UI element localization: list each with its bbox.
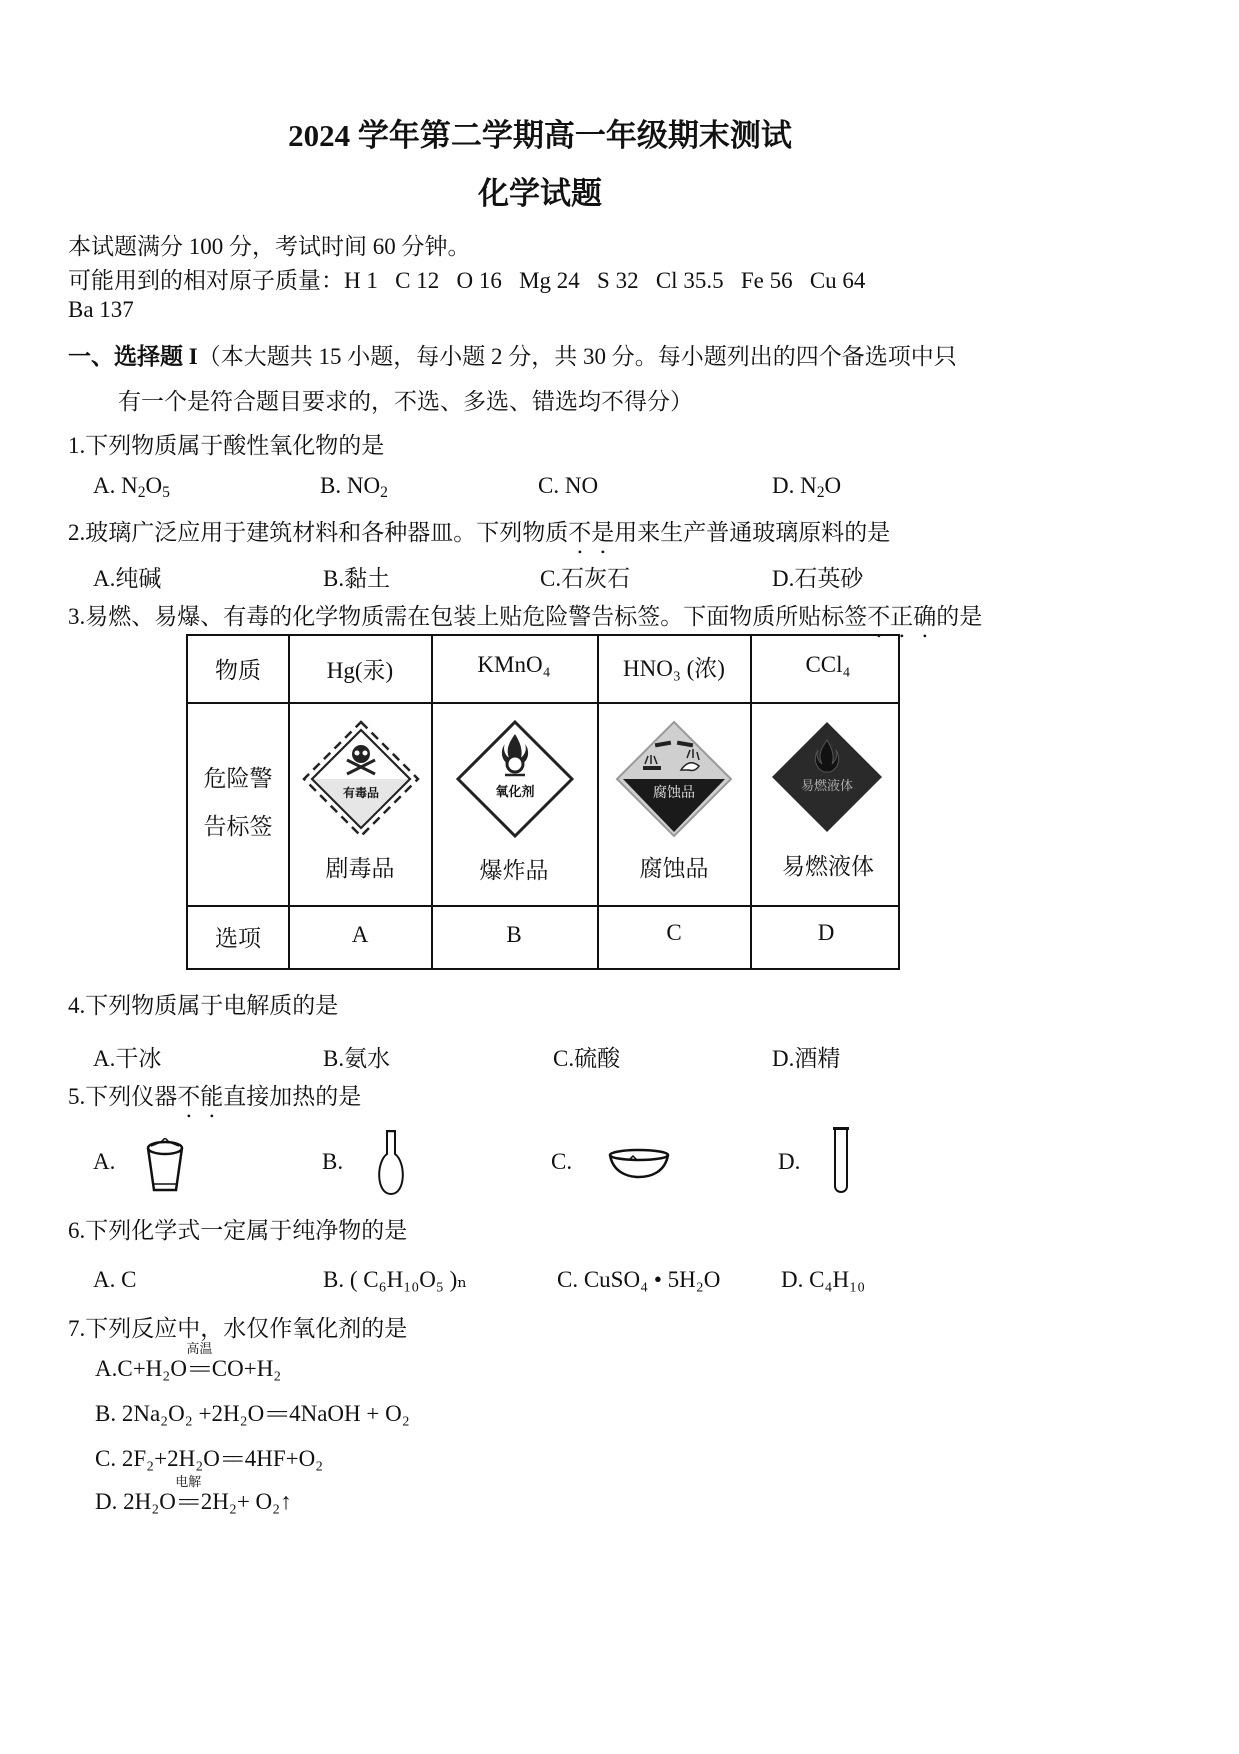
question-1-option-a[interactable]: A. $N_2O_5$ (93, 473, 170, 501)
question-6-stem: 6.下列化学式一定属于纯净物的是 (68, 1218, 408, 1243)
question-6-option-a[interactable]: A. C (93, 1267, 137, 1292)
atomic-mass: C 12 (395, 268, 440, 293)
substance-cell: Hg(汞) (326, 658, 394, 683)
question-3-option-a[interactable]: A (351, 922, 369, 947)
exam-info: 本试题满分 100 分，考试时间 60 分钟。 (68, 234, 471, 259)
reactants: 2F₂+2H₂O (121, 1446, 220, 1471)
test-tube-icon (830, 1126, 852, 1196)
question-3-option-c[interactable]: C (666, 920, 682, 945)
corrosive-icon (615, 720, 733, 838)
question-2-option-a[interactable]: A.纯碱 (93, 566, 162, 591)
row-header-label: 告标签 (203, 814, 273, 839)
option-label: A. (95, 1356, 118, 1381)
section-description: （本大题共 15 小题，每小题 2 分，共 30 分。每小题列出的四个备选项中只 (197, 344, 957, 369)
svg-text:氧化剂: 氧化剂 (495, 785, 535, 800)
question-2-stem (68, 514, 890, 559)
reaction-condition: 电解 (175, 1475, 202, 1490)
atomic-mass: H 1 (344, 268, 378, 293)
products: 4HF+O₂ (244, 1446, 324, 1471)
reactants: C+H₂O (117, 1356, 187, 1381)
emphasized-text: 不是 (568, 520, 615, 545)
question-3-option-d[interactable]: D (817, 920, 835, 945)
question-1-stem: 1.下列物质属于酸性氧化物的是 (68, 433, 385, 458)
atomic-mass-label: 可能用到的相对原子质量： (68, 268, 344, 293)
atomic-mass: S 32 (597, 268, 639, 293)
stem-text: 3.易燃、易爆、有毒的化学物质需在包装上贴危险警告标签。下面物质所贴标签 (68, 604, 868, 629)
stem-text: 2.玻璃广泛应用于建筑材料和各种器皿。下列物质 (68, 520, 569, 545)
table-divider (597, 636, 599, 968)
stem-text: 5.下列仪器 (68, 1084, 178, 1109)
option-label: B. (322, 1149, 344, 1174)
sign-caption: 易燃液体 (782, 854, 874, 879)
table-divider (288, 636, 290, 968)
stem-text: 用来生产普通玻璃原料的是 (614, 520, 891, 545)
table-divider (188, 905, 898, 907)
atomic-mass: Mg 24 (519, 268, 580, 293)
atomic-mass: Cu 64 (809, 268, 866, 293)
question-4-option-c[interactable]: C.硫酸 (553, 1046, 621, 1071)
question-1-option-d[interactable]: D. $N_2O$ (772, 473, 842, 501)
svg-text:有毒品: 有毒品 (342, 786, 380, 800)
hazard-label-table (186, 634, 900, 970)
question-2-option-b[interactable]: B.黏土 (323, 566, 391, 591)
question-2-option-d[interactable]: D.石英砂 (772, 566, 864, 591)
exam-subtitle: 化学试题 (478, 176, 602, 211)
table-divider (431, 636, 433, 968)
substance-cell: HNO₃ (浓) (623, 656, 725, 681)
option-label: C. (551, 1149, 573, 1174)
substance-cell: KMnO₄ (477, 652, 551, 677)
svg-text:易燃液体: 易燃液体 (800, 779, 854, 794)
table-divider (188, 702, 898, 704)
row-header-choice: 选项 (215, 926, 261, 951)
question-4-option-a[interactable]: A.干冰 (93, 1046, 162, 1071)
question-7-stem: 7.下列反应中，水仅作氧化剂的是 (68, 1316, 408, 1341)
equals-sign: 高温 == (187, 1356, 212, 1382)
section-heading (68, 338, 957, 371)
emphasized-text: 不正确 (867, 604, 937, 629)
sign-caption: 爆炸品 (479, 858, 549, 883)
question-1-option-b[interactable]: B. $NO_2$ (320, 473, 388, 501)
atomic-mass: O 16 (456, 268, 502, 293)
question-4-option-d[interactable]: D.酒精 (772, 1046, 841, 1071)
question-6-option-b[interactable]: B. ( C₆H₁₀O₅ )ₙ (323, 1267, 468, 1292)
equals-sign: == (221, 1446, 241, 1471)
sign-caption: 腐蚀品 (639, 856, 709, 881)
substance-cell: CCl₄ (805, 652, 851, 677)
atomic-mass: Fe 56 (740, 268, 793, 293)
products: 2H₂+ O₂↑ (200, 1489, 292, 1514)
question-7-option-c[interactable] (95, 1446, 323, 1472)
table-divider (750, 636, 752, 968)
equals-sign: == (266, 1401, 286, 1426)
question-2-option-c[interactable]: C.石灰石 (540, 566, 631, 591)
evaporating-dish-icon (607, 1148, 671, 1180)
products: CO+H₂ (211, 1356, 282, 1381)
question-7-option-d[interactable] (95, 1475, 292, 1515)
flame-icon (768, 718, 886, 836)
round-bottom-flask-icon (372, 1130, 412, 1196)
reactants: 2H₂O (123, 1489, 176, 1514)
option-label: C. (95, 1446, 122, 1471)
option-label: D. (778, 1149, 801, 1174)
question-7-option-b[interactable] (95, 1401, 410, 1427)
atomic-mass: Cl 35.5 (655, 268, 724, 293)
question-3-option-b[interactable]: B (506, 922, 522, 947)
exam-title: 2024 学年第二学期高一年级期末测试 (288, 118, 792, 153)
skull-crossbones-icon (302, 720, 420, 838)
row-header-substance: 物质 (215, 658, 261, 683)
reactants: 2Na₂O₂ +2H₂O (121, 1401, 265, 1426)
equals-sign: 电解 == (176, 1489, 201, 1515)
option-label: A. (93, 1149, 116, 1174)
atomic-mass-line (68, 262, 865, 295)
section-description-cont: 有一个是符合题目要求的，不选、多选、错选均不得分） (118, 389, 693, 414)
products: 4NaOH + O₂ (289, 1401, 410, 1426)
question-5-stem (68, 1078, 361, 1123)
flame-over-circle-icon (456, 720, 574, 838)
section-title: 一、选择题 I (68, 344, 198, 369)
beaker-icon (141, 1138, 189, 1194)
stem-text: 的是 (936, 604, 983, 629)
emphasized-text: 不能 (177, 1084, 224, 1109)
option-label: B. (95, 1401, 122, 1426)
reaction-condition: 高温 (186, 1342, 213, 1357)
question-4-option-b[interactable]: B.氨水 (323, 1046, 391, 1071)
question-7-option-a[interactable] (95, 1342, 282, 1382)
svg-text:腐蚀品: 腐蚀品 (653, 785, 695, 801)
stem-text: 直接加热的是 (223, 1084, 362, 1109)
atomic-mass: Ba 137 (68, 297, 134, 322)
question-6-option-d[interactable]: D. C₄H₁₀ (781, 1267, 866, 1292)
sign-caption: 剧毒品 (325, 856, 395, 881)
question-4-stem: 4.下列物质属于电解质的是 (68, 993, 339, 1018)
option-label: D. (95, 1489, 124, 1514)
row-header-label: 危险警 (203, 766, 273, 791)
question-1-option-c[interactable]: C. NO (538, 473, 599, 498)
question-6-option-c[interactable]: C. CuSO₄ • 5H₂O (557, 1267, 721, 1292)
